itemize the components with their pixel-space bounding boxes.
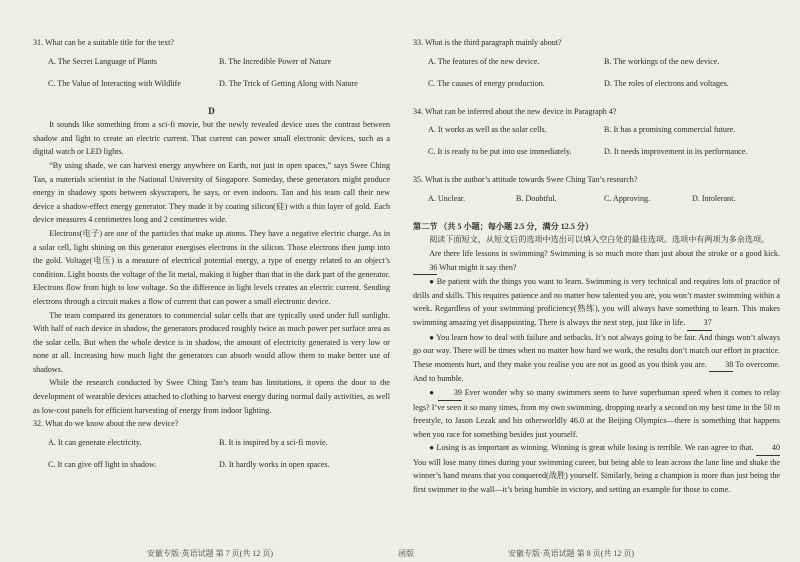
option-c[interactable]: C. The Value of Interacting with Wildlife (48, 78, 181, 88)
paragraph-text: ● Be patient with the things you want to learn. Swimming is very technical and requires lots of practice of drills and skills. This requires patience and no matter how talented you are, you won’t master swimming within a week. Regardless of your swimming proficiency(熟练), you will always have something to learn. This makes swimming amazing yet disappointing. There is always the next step, just like in life. (413, 277, 780, 327)
option-c[interactable]: C. It can give off light in shadow. (48, 459, 157, 469)
paragraph-text: You will lose many times during your swimming career, but being able to lean across the lane line and shake the winner’s hand means that you conquered(战胜) yourself. Similarly, being a champion is more than just being the first swimmer to the wall—it’s being humble in victory, and setting an example for those to come. (413, 457, 780, 495)
option-d[interactable]: D. The Trick of Getting Along with Nature (219, 78, 358, 88)
passage-paragraph (413, 441, 780, 496)
option-c[interactable]: C. It is ready to be put into use immediately. (428, 147, 572, 157)
blank-39[interactable]: 39 (438, 386, 462, 401)
option-a[interactable]: A. Unclear. (428, 193, 466, 203)
left-column (33, 36, 390, 486)
question-35: 35. What is the author’s attitude towards Swee Ching Tan’s research? (413, 175, 638, 185)
passage-d-heading: D (208, 105, 215, 116)
option-b[interactable]: B. Doubtful. (516, 193, 557, 203)
passage-paragraph (413, 247, 780, 275)
option-c[interactable]: C. The causes of energy production. (428, 78, 545, 88)
passage-paragraph: While the research conducted by Swee Ching Tan’s team has limitations, it opens the door to the development of wearable devices attached to clothing to harvest energy during normal daily activities, as well as low-cost panels for efficient harvesting of energy from indoor lighting. (33, 378, 390, 415)
paragraph-text: ● You learn how to deal with failure and setbacks. It’s not always going to be fair. And things won’t always go our way. There will be times when no matter how hard we work, the results don’t match our effort in practice. These moments hurt, and they make you realise you are not as good as you think you are. (413, 332, 780, 369)
blank-38[interactable]: 38 (709, 358, 733, 373)
paragraph-text: To overcome. And to bumble. (413, 359, 780, 384)
paragraph-text: Ever wonder why so many swimmers seem to have superhuman speed when it comes to relay legs? I’ve seen it so many times, from my own swimming, dropping nearly a second on my best time in the 50 m freestyle, to Jason Lezak and his otherworldly 46.0 at the Beijing Olympics—there is something that happens when you race for something besides just yourself. (413, 387, 780, 439)
bullet-icon: ● (429, 387, 435, 397)
paragraph-text: Are there life lessons in swimming? Swimming is so much more than just about the stroke or a good kick. (429, 248, 780, 258)
option-d[interactable]: D. The roles of electrons and voltages. (604, 78, 729, 88)
paragraph-text: ● Losing is as important as winning. Winning is great while losing is terrible. We can agree to that. (429, 443, 754, 453)
paragraph-text: What might it say then? (439, 262, 517, 272)
footer-left: 安徽专版·英语试题 第 7 页(共 12 页) (147, 549, 273, 558)
option-d[interactable]: D. It needs improvement in its performance. (604, 147, 748, 157)
option-d[interactable]: D. It hardly works in open spaces. (219, 459, 330, 469)
section-two-heading: 第二节 （共 5 小题；每小题 2.5 分，满分 12.5 分） (413, 221, 594, 231)
option-a[interactable]: A. The Secret Language of Plants (48, 56, 158, 66)
blank-40[interactable]: 40 (756, 441, 780, 456)
option-b[interactable]: B. The workings of the new device. (604, 56, 720, 66)
option-c[interactable]: C. Approving. (604, 193, 651, 203)
passage-paragraph (413, 331, 780, 386)
footer-right: 安徽专版·英语试题 第 8 页(共 12 页) (508, 549, 634, 558)
passage-paragraph (413, 275, 780, 330)
passage-paragraph: “By using shade, we can harvest energy anywhere on Earth, not just in open spaces,” says Swee Ching Tan, a materials scientist in the National University of Singapore. Someday, these generators might produce energy in shadowy spots between skyscrapers, he says, or even indoors. Tan and his team call their new device a shadow-effect energy generator. They made it by coating silicon(硅) with a thin layer of gold. Each device measures 4 centimetres long and 2 centimetres wide. (33, 160, 390, 225)
blank-37[interactable]: 37 (687, 316, 711, 331)
option-b[interactable]: B. It is inspired by a sci-fi movie. (219, 437, 328, 447)
section-instructions: 阅读下面短文，从短文后的选项中选出可以填入空白处的最佳选项。选项中有两项为多余选项。 (429, 235, 770, 245)
option-a[interactable]: A. The features of the new device. (428, 56, 540, 66)
question-34: 34. What can be inferred about the new device in Paragraph 4? (413, 106, 617, 116)
blank-36[interactable]: 36 (413, 261, 437, 276)
option-a[interactable]: A. It can generate electricity. (48, 437, 142, 447)
question-32: 32. What do we know about the new device? (33, 419, 179, 429)
option-a[interactable]: A. It works as well as the solar cells. (428, 125, 547, 135)
option-b[interactable]: B. It has a promising commercial future. (604, 125, 736, 135)
passage-paragraph (413, 386, 780, 441)
question-31-options (48, 55, 390, 99)
question-34-options (428, 123, 780, 167)
passage-paragraph: It sounds like something from a sci-fi movie, but the newly revealed device uses the contrast between shadow and light to create an electric current. That current can power small electronic devices, such as a digital watch or LED lights. (33, 120, 390, 157)
question-35-options (428, 192, 780, 214)
right-column (413, 36, 780, 497)
passage-paragraph: Electrons(电子) are one of the particles that make up atoms. They have a negative electric charge. As in a solar cell, light shining on this generator energises electrons in the silicon. Those electrons then jump into the gold. Voltage(电压) is a measure of electrical potential energy, a type of energy related to an object’s condition. Light boosts the voltage of the lit metal, making it higher than that in the dark part of the generator. Electrons flow from high to low voltage. So the difference in light levels creates an electric current. Sending electrons through a circuit makes a flow of current that can power a small electronic device. (33, 228, 390, 306)
option-b[interactable]: B. The Incredible Power of Nature (219, 56, 332, 66)
option-d[interactable]: D. Intolerant. (692, 193, 736, 203)
question-32-options (48, 436, 390, 480)
question-33: 33. What is the third paragraph mainly about? (413, 38, 562, 47)
footer-center: 函版 (398, 549, 414, 558)
question-33-options (428, 55, 780, 99)
passage-paragraph: The team compared its generators to commercial solar cells that are typically used under full sunlight. With half of each device in shadow, the generators produced roughly twice as much power per surface area as the solar cells. But when the whole device is in shadow, the amount of electricity generated is very low or none at all. Increasing how much light the generators can absorb would allow them to make better use of shadows. (33, 310, 390, 374)
question-31: 31. What can be a suitable title for the text? (33, 38, 174, 47)
